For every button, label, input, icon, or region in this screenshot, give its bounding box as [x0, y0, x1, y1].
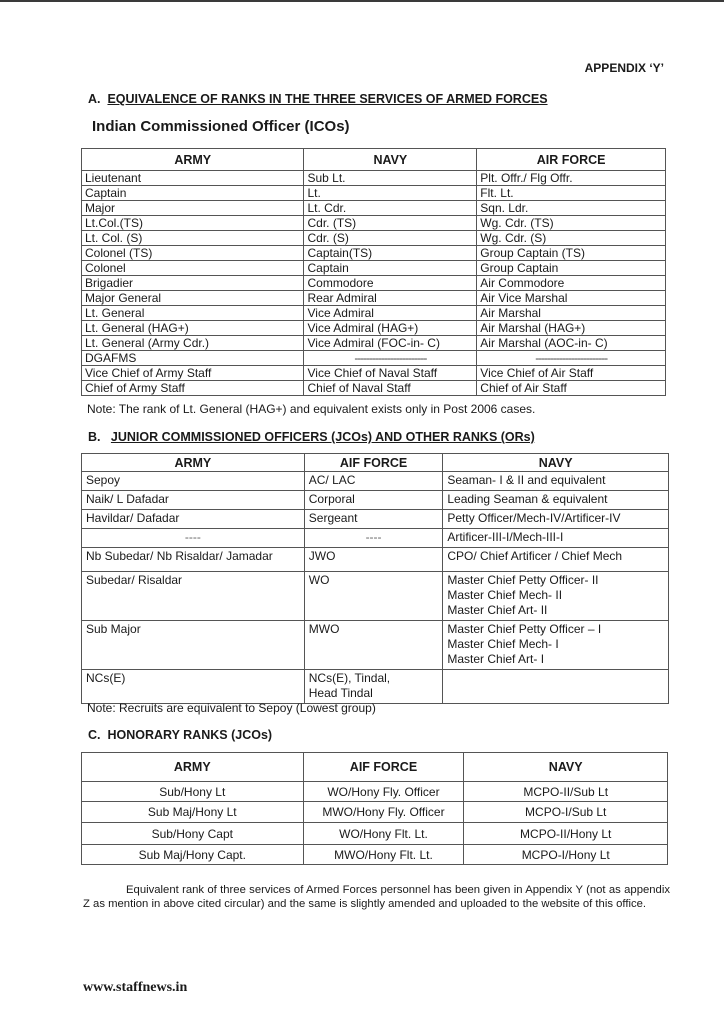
- cell-air-force: Air Vice Marshal: [477, 291, 666, 306]
- cell-air-force: Air Commodore: [477, 276, 666, 291]
- table-row: [82, 306, 666, 321]
- table-header-row: [82, 454, 669, 472]
- cell-army: DGAFMS: [82, 351, 304, 366]
- cell-air-force: MWO/Hony Fly. Officer: [303, 802, 464, 823]
- cell-army: NCs(E): [82, 670, 305, 704]
- header-navy: NAVY: [464, 753, 668, 782]
- cell-navy: Vice Admiral (HAG+): [304, 321, 477, 336]
- cell-navy: Captain: [304, 261, 477, 276]
- cell-navy: [443, 548, 669, 572]
- cell-navy: [443, 510, 669, 529]
- cell-army: Sepoy: [82, 472, 305, 491]
- cell-air-force: Plt. Offr./ Flg Offr.: [477, 171, 666, 186]
- table-row: [82, 845, 668, 865]
- cell-air-force: Air Marshal (AOC-in- C): [477, 336, 666, 351]
- cell-air-force: ------------------------: [477, 351, 666, 366]
- cell-air-force: Wg. Cdr. (TS): [477, 216, 666, 231]
- cell-air-force: WO/Hony Flt. Lt.: [303, 823, 464, 845]
- table-row: [82, 171, 666, 186]
- cell-navy: Lt. Cdr.: [304, 201, 477, 216]
- cell-navy: [443, 472, 669, 491]
- cell-line: Artificer-III-I/Mech-III-I: [447, 530, 564, 544]
- cell-army: Major: [82, 201, 304, 216]
- cell-army: ----: [82, 529, 305, 548]
- cell-army: Naik/ L Dafadar: [82, 491, 305, 510]
- section-b-prefix: B.: [88, 430, 101, 444]
- top-border: [0, 0, 724, 2]
- cell-navy: Rear Admiral: [304, 291, 477, 306]
- table-row: [82, 186, 666, 201]
- table-row: [82, 246, 666, 261]
- cell-army: Sub Maj/Hony Capt.: [82, 845, 304, 865]
- cell-line: Master Chief Petty Officer – I: [447, 622, 602, 636]
- cell-line: Petty Officer/Mech-IV/Artificer-IV: [447, 511, 621, 525]
- cell-army: Chief of Army Staff: [82, 381, 304, 396]
- section-c-heading: [88, 728, 272, 742]
- table-row: [82, 472, 669, 491]
- cell-air-force: Air Marshal: [477, 306, 666, 321]
- header-army: ARMY: [82, 753, 304, 782]
- header-air-force: AIR FORCE: [477, 149, 666, 171]
- cell-navy: [443, 572, 669, 621]
- jco-or-rank-table: [81, 453, 669, 704]
- cell-navy: Commodore: [304, 276, 477, 291]
- cell-navy: Vice Admiral (FOC-in- C): [304, 336, 477, 351]
- cell-line: Master Chief Petty Officer- II: [447, 573, 599, 587]
- cell-air-force: Chief of Air Staff: [477, 381, 666, 396]
- cell-navy: Vice Chief of Naval Staff: [304, 366, 477, 381]
- cell-air-force: WO: [304, 572, 443, 621]
- cell-air-force: AC/ LAC: [304, 472, 443, 491]
- honorary-rank-table: [81, 752, 668, 865]
- table-row: [82, 201, 666, 216]
- cell-army: Lt. General: [82, 306, 304, 321]
- cell-army: Vice Chief of Army Staff: [82, 366, 304, 381]
- table-header-row: [82, 753, 668, 782]
- table-row: [82, 276, 666, 291]
- cell-navy: [443, 529, 669, 548]
- cell-navy: MCPO-I/Sub Lt: [464, 802, 668, 823]
- cell-air-force: Sqn. Ldr.: [477, 201, 666, 216]
- table-row: [82, 351, 666, 366]
- cell-army: Captain: [82, 186, 304, 201]
- cell-army: Major General: [82, 291, 304, 306]
- cell-army: Subedar/ Risaldar: [82, 572, 305, 621]
- section-b-note: Note: Recruits are equivalent to Sepoy (Lowest group): [87, 701, 376, 715]
- cell-army: Lieutenant: [82, 171, 304, 186]
- cell-army: Colonel: [82, 261, 304, 276]
- cell-navy: Captain(TS): [304, 246, 477, 261]
- cell-army: Sub Maj/Hony Lt: [82, 802, 304, 823]
- cell-army: Lt. General (HAG+): [82, 321, 304, 336]
- cell-army: Lt. General (Army Cdr.): [82, 336, 304, 351]
- table-row: [82, 216, 666, 231]
- cell-navy: Cdr. (S): [304, 231, 477, 246]
- section-a-title: EQUIVALENCE OF RANKS IN THE THREE SERVICES OF ARMED FORCES: [107, 92, 548, 106]
- cell-air-force: Flt. Lt.: [477, 186, 666, 201]
- cell-line: Seaman- I & II and equivalent: [447, 473, 606, 487]
- table-row: [82, 321, 666, 336]
- cell-air-force: Air Marshal (HAG+): [477, 321, 666, 336]
- header-army: ARMY: [82, 454, 305, 472]
- cell-line: Master Chief Mech- II: [447, 588, 563, 602]
- section-a-subtitle: Indian Commissioned Officer (ICOs): [92, 118, 350, 135]
- table-row: [82, 802, 668, 823]
- section-a-note: Note: The rank of Lt. General (HAG+) and equivalent exists only in Post 2006 cases.: [87, 402, 536, 416]
- cell-air-force: MWO/Hony Flt. Lt.: [303, 845, 464, 865]
- table-row: [82, 261, 666, 276]
- cell-army: Lt. Col. (S): [82, 231, 304, 246]
- cell-navy: Sub Lt.: [304, 171, 477, 186]
- cell-army: Sub/Hony Capt: [82, 823, 304, 845]
- cell-navy: Vice Admiral: [304, 306, 477, 321]
- cell-navy: ------------------------: [304, 351, 477, 366]
- header-air-force: AIF FORCE: [304, 454, 443, 472]
- cell-air-force: Sergeant: [304, 510, 443, 529]
- cell-air-force: Vice Chief of Air Staff: [477, 366, 666, 381]
- header-air-force: AIF FORCE: [303, 753, 464, 782]
- cell-navy: [443, 621, 669, 670]
- table-row: [82, 572, 669, 621]
- header-army: ARMY: [82, 149, 304, 171]
- cell-army: Havildar/ Dafadar: [82, 510, 305, 529]
- table-row: [82, 548, 669, 572]
- cell-navy: MCPO-I/Hony Lt: [464, 845, 668, 865]
- cell-line: CPO/ Chief Artificer / Chief Mech: [447, 549, 623, 563]
- table-row: [82, 621, 669, 670]
- cell-navy: Cdr. (TS): [304, 216, 477, 231]
- cell-air-force: WO/Hony Fly. Officer: [303, 782, 464, 802]
- cell-air-force: MWO: [304, 621, 443, 670]
- table-row: [82, 823, 668, 845]
- cell-navy: MCPO-II/Hony Lt: [464, 823, 668, 845]
- cell-air-force: Group Captain: [477, 261, 666, 276]
- cell-line: Leading Seaman & equivalent: [447, 492, 608, 506]
- ico-rank-table: [81, 148, 666, 396]
- cell-air-force: Group Captain (TS): [477, 246, 666, 261]
- table-row: [82, 366, 666, 381]
- table-row: [82, 510, 669, 529]
- table-row: [82, 529, 669, 548]
- cell-army: Colonel (TS): [82, 246, 304, 261]
- table-row: [82, 782, 668, 802]
- table-row: [82, 491, 669, 510]
- cell-army: Lt.Col.(TS): [82, 216, 304, 231]
- cell-air-force: JWO: [304, 548, 443, 572]
- footer-website: www.staffnews.in: [83, 980, 188, 995]
- section-b-title: JUNIOR COMMISSIONED OFFICERS (JCOs) AND OTHER RANKS (ORs): [110, 430, 535, 444]
- cell-air-force: ----: [304, 529, 443, 548]
- table-row: [82, 381, 666, 396]
- table-row: [82, 231, 666, 246]
- section-b-heading: [88, 430, 535, 444]
- cell-line: Master Chief Mech- I: [447, 637, 559, 651]
- section-a-heading: [88, 92, 548, 106]
- cell-army: Sub/Hony Lt: [82, 782, 304, 802]
- header-navy: NAVY: [443, 454, 669, 472]
- cell-navy: [443, 491, 669, 510]
- section-c-prefix: C.: [88, 728, 101, 742]
- cell-navy: MCPO-II/Sub Lt: [464, 782, 668, 802]
- cell-navy: [443, 670, 669, 704]
- table-row: [82, 291, 666, 306]
- section-a-prefix: A.: [88, 92, 101, 106]
- cell-line: NCs(E), Tindal,: [308, 671, 391, 685]
- appendix-label: APPENDIX ‘Y’: [584, 61, 664, 75]
- cell-navy: Lt.: [304, 186, 477, 201]
- cell-army: Sub Major: [82, 621, 305, 670]
- table-header-row: [82, 149, 666, 171]
- cell-line: Head Tindal: [308, 686, 373, 700]
- closing-paragraph: Equivalent rank of three services of Armed Forces personnel has been given in Appendix Y (not as appendix Z as mention in above cited circular) and the same is slightly amended and uploaded to the website of this office.: [83, 884, 670, 910]
- table-row: [82, 336, 666, 351]
- cell-line: Master Chief Art- I: [447, 652, 545, 666]
- cell-army: Nb Subedar/ Nb Risaldar/ Jamadar: [82, 548, 305, 572]
- table-row: [82, 670, 669, 704]
- cell-air-force: Corporal: [304, 491, 443, 510]
- cell-line: Master Chief Art- II: [447, 603, 548, 617]
- section-c-title: HONORARY RANKS (JCOs): [107, 728, 273, 742]
- cell-navy: Chief of Naval Staff: [304, 381, 477, 396]
- cell-army: Brigadier: [82, 276, 304, 291]
- cell-air-force: Wg. Cdr. (S): [477, 231, 666, 246]
- cell-air-force: [304, 670, 443, 704]
- header-navy: NAVY: [304, 149, 477, 171]
